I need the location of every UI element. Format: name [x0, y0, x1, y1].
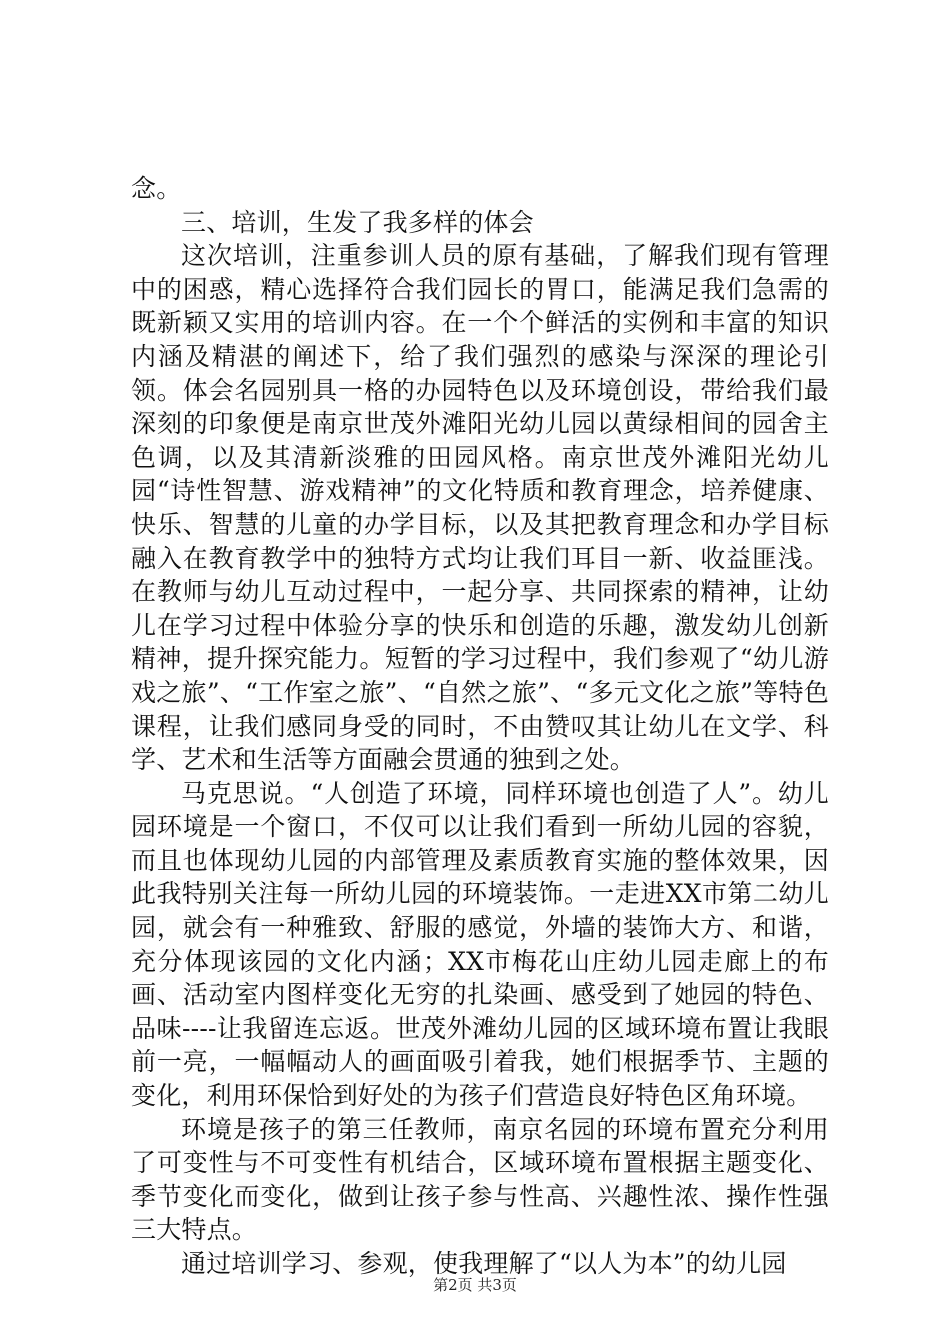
section-heading: 三、培训，生发了我多样的体会	[181, 207, 534, 237]
document-body	[131, 172, 829, 1281]
paragraph: 环境是孩子的第三任教师，南京名园的环境布置充分利用了可变性与不可变性有机结合，区域环境布置根据主题变化、季节变化而变化，做到让孩子参与性高、兴趣性浓、操作性强三大特点。	[131, 1114, 829, 1245]
paragraph-continuation: 念。	[131, 174, 182, 203]
paragraph: 通过培训学习、参观，使我理解了“以人为本”的幼儿园	[181, 1249, 787, 1278]
paragraph: 马克思说。“人创造了环境，同样环境也创造了人”。幼儿园环境是一个窗口，不仅可以让我们看到一所幼儿园的容貌，而且也体现幼儿园的内部管理及素质教育实施的整体效果，因此我特别关注每一所幼儿园的环境装饰。一走进XX市第二幼儿园，就会有一种雅致、舒服的感觉，外墙的装饰大方、和谐，充分体现该园的文化内涵；XX市梅花山庄幼儿园走廊上的布画、活动室内图样变化无穷的扎染画、感受到了她园的特色、品味----让我留连忘返。世茂外滩幼儿园的区域环境布置让我眼前一亮，一幅幅动人的画面吸引着我，她们根据季节、主题的变化，利用环保恰到好处的为孩子们营造良好特色区角环境。	[131, 778, 829, 1111]
paragraph: 这次培训，注重参训人员的原有基础，了解我们现有管理中的困惑，精心选择符合我们园长的胃口，能满足我们急需的既新颖又实用的培训内容。在一个个鲜活的实例和丰富的知识内涵及精湛的阐述下，给了我们强烈的感染与深深的理论引领。体会名园别具一格的办园特色以及环境创设，带给我们最深刻的印象便是南京世茂外滩阳光幼儿园以黄绿相间的园舍主色调，以及其清新淡雅的田园风格。南京世茂外滩阳光幼儿园“诗性智慧、游戏精神”的文化特质和教育理念，培养健康、快乐、智慧的儿童的办学目标，以及其把教育理念和办学目标融入在教育教学中的独特方式均让我们耳目一新、收益匪浅。在教师与幼儿互动过程中，一起分享、共同探索的精神，让幼儿在学习过程中体验分享的快乐和创造的乐趣，激发幼儿创新精神，提升探究能力。短暂的学习过程中，我们参观了“幼儿游戏之旅”、“工作室之旅”、“自然之旅”、“多元文化之旅”等特色课程，让我们感同身受的同时，不由赞叹其让幼儿在文学、科学、艺术和生活等方面融会贯通的独到之处。	[131, 241, 829, 775]
page-number-footer: 第2页 共3页	[433, 1276, 517, 1294]
